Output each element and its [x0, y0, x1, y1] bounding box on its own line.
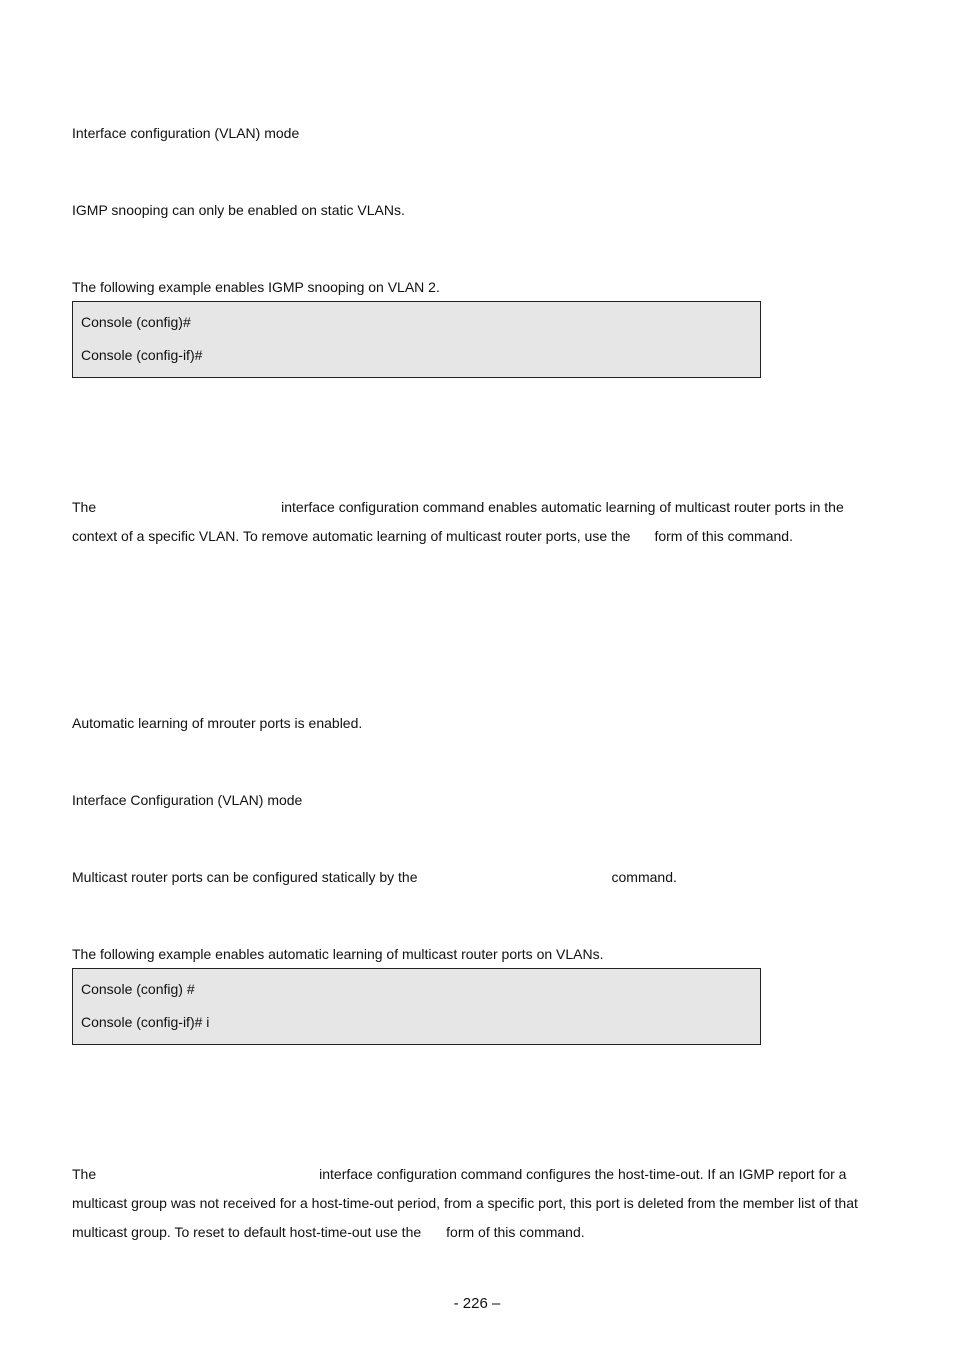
description-line: [72, 1223, 585, 1241]
description-text: multicast group. To reset to default host-time-out use the: [72, 1224, 422, 1240]
description-line: [72, 498, 844, 516]
usage-line: [72, 868, 677, 886]
description-text: form of this command.: [654, 528, 793, 544]
example-intro: The following example enables IGMP snooping on VLAN 2.: [72, 279, 440, 295]
mode-text: Interface configuration (VLAN) mode: [72, 125, 300, 141]
usage-text: command.: [611, 869, 677, 885]
description-text: The: [72, 1166, 97, 1182]
usage-text: Multicast router ports can be configured statically by the: [72, 869, 418, 885]
description-text: The: [72, 499, 97, 515]
description-text: interface configuration command configures the host-time-out. If an IGMP report for a: [319, 1166, 847, 1182]
code-line: Console (config)#: [81, 314, 191, 330]
default-text: Automatic learning of mrouter ports is enabled.: [72, 715, 363, 731]
code-line: Console (config-if)#: [81, 347, 203, 363]
usage-text: IGMP snooping can only be enabled on static VLANs.: [72, 202, 405, 218]
mode-text: Interface Configuration (VLAN) mode: [72, 792, 303, 808]
code-line: Console (config-if)# i: [81, 1014, 210, 1030]
code-example-box: [72, 301, 761, 378]
page-number: - 226 –: [453, 1295, 501, 1312]
description-line: [72, 1165, 846, 1183]
description-text: interface configuration command enables automatic learning of multicast router ports in the: [281, 499, 844, 515]
description-line: [72, 527, 793, 545]
example-intro: The following example enables automatic learning of multicast router ports on VLANs.: [72, 946, 604, 962]
description-text: context of a specific VLAN. To remove automatic learning of multicast router ports, use the: [72, 528, 631, 544]
description-line: multicast group was not received for a host-time-out period, from a specific port, this port is deleted from the member list of that: [72, 1195, 858, 1211]
description-text: form of this command.: [446, 1224, 585, 1240]
code-example-box: [72, 968, 761, 1045]
code-line: Console (config) #: [81, 981, 195, 997]
